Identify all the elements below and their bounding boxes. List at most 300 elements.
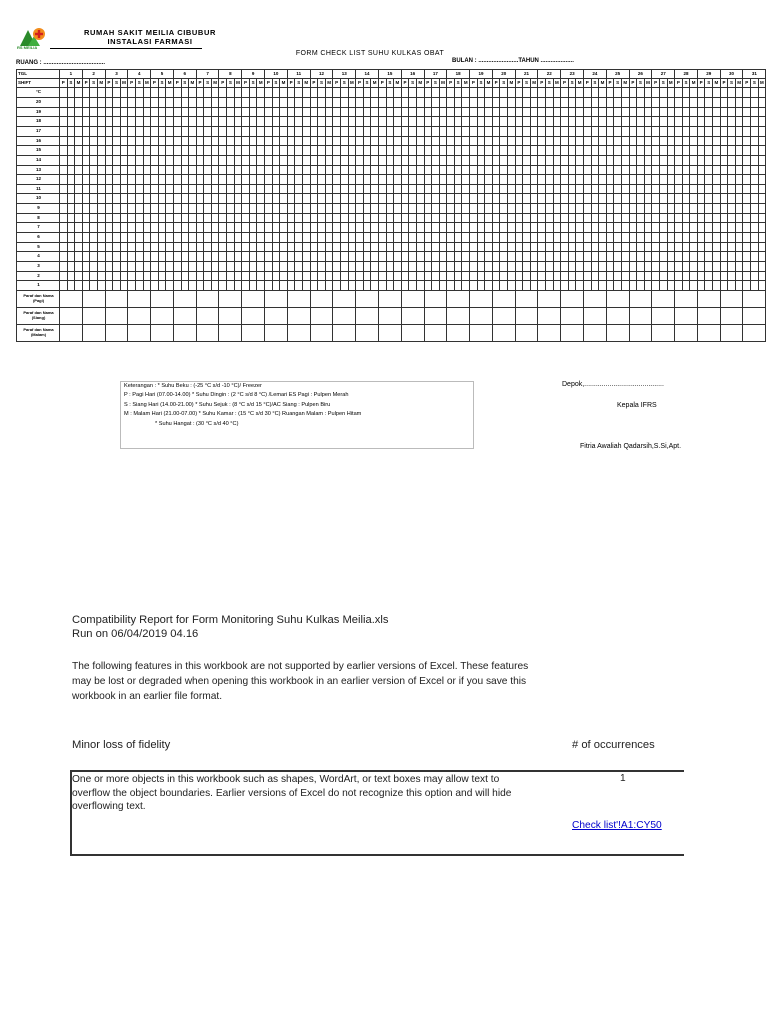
grid-cell (690, 136, 698, 146)
grid-cell (667, 165, 675, 175)
grid-cell (227, 146, 235, 156)
grid-cell (249, 213, 257, 223)
grid-cell (272, 281, 280, 291)
grid-cell (735, 242, 743, 252)
grid-cell (644, 146, 652, 156)
grid-cell (287, 242, 295, 252)
grid-cell (249, 184, 257, 194)
grid-cell (485, 223, 493, 233)
grid-cell (606, 194, 614, 204)
grid-cell (234, 117, 242, 127)
grid-cell (485, 88, 493, 98)
grid-cell (158, 223, 166, 233)
paraf-cell (720, 307, 743, 324)
grid-cell (272, 261, 280, 271)
grid-cell (697, 155, 705, 165)
grid-cell (432, 175, 440, 185)
grid-cell (758, 136, 766, 146)
grid-cell (371, 194, 379, 204)
grid-cell (189, 281, 197, 291)
grid-cell (234, 281, 242, 291)
grid-cell (553, 155, 561, 165)
grid-cell (151, 223, 159, 233)
grid-cell (158, 184, 166, 194)
grid-cell (211, 194, 219, 204)
shift-code: M (735, 79, 743, 88)
grid-cell (378, 223, 386, 233)
grid-cell (439, 271, 447, 281)
grid-cell (90, 252, 98, 262)
paraf-cell (697, 290, 720, 307)
grid-cell (363, 184, 371, 194)
grid-cell (310, 107, 318, 117)
grid-cell (227, 281, 235, 291)
grid-cell (485, 194, 493, 204)
grid-cell (606, 242, 614, 252)
day-header: 3 (105, 70, 128, 79)
grid-cell (492, 232, 500, 242)
grid-cell (204, 126, 212, 136)
grid-cell (576, 98, 584, 108)
header-underline (50, 48, 202, 49)
grid-cell (310, 204, 318, 214)
grid-cell (409, 155, 417, 165)
grid-cell (363, 242, 371, 252)
grid-cell (439, 98, 447, 108)
grid-cell (659, 98, 667, 108)
grid-cell (151, 213, 159, 223)
grid-cell (720, 136, 728, 146)
grid-cell (67, 146, 75, 156)
grid-cell (378, 213, 386, 223)
paraf-cell (492, 307, 515, 324)
grid-cell (591, 175, 599, 185)
grid-cell (477, 98, 485, 108)
grid-cell (120, 136, 128, 146)
grid-cell (67, 271, 75, 281)
grid-cell (568, 136, 576, 146)
grid-cell (386, 194, 394, 204)
grid-cell (242, 98, 250, 108)
grid-cell (333, 165, 341, 175)
grid-cell (629, 223, 637, 233)
grid-cell (295, 175, 303, 185)
temperature-label: 18 (17, 117, 60, 127)
grid-cell (333, 242, 341, 252)
grid-cell (310, 271, 318, 281)
grid-cell (128, 126, 136, 136)
shift-code: M (553, 79, 561, 88)
grid-cell (166, 252, 174, 262)
grid-cell (82, 194, 90, 204)
grid-cell (356, 107, 364, 117)
paraf-cell (173, 324, 196, 341)
grid-cell (432, 126, 440, 136)
paraf-cell (287, 307, 310, 324)
grid-cell (523, 146, 531, 156)
grid-cell (325, 126, 333, 136)
grid-cell (629, 281, 637, 291)
grid-cell (743, 204, 751, 214)
grid-cell (477, 204, 485, 214)
grid-cell (211, 271, 219, 281)
grid-cell (378, 146, 386, 156)
grid-cell (348, 117, 356, 127)
grid-cell (515, 213, 523, 223)
grid-cell (629, 88, 637, 98)
grid-cell (659, 223, 667, 233)
grid-cell (690, 88, 698, 98)
grid-cell (113, 204, 121, 214)
paraf-cell (105, 290, 128, 307)
grid-cell (135, 271, 143, 281)
grid-cell (758, 261, 766, 271)
keterangan-line: P : Pagi Hari (07.00-14.00) * Suhu Dingin : (2 °C s/d 8 °C) /Lemari ES Pagi : Pulpen Merah (124, 392, 349, 399)
shift-code: S (249, 79, 257, 88)
paraf-cell (697, 324, 720, 341)
grid-cell (682, 155, 690, 165)
grid-cell (295, 223, 303, 233)
grid-cell (454, 136, 462, 146)
grid-cell (508, 223, 516, 233)
grid-cell (204, 252, 212, 262)
grid-cell (181, 242, 189, 252)
grid-cell (523, 242, 531, 252)
grid-cell (173, 155, 181, 165)
grid-cell (553, 204, 561, 214)
grid-cell (599, 126, 607, 136)
grid-cell (166, 126, 174, 136)
grid-cell (538, 261, 546, 271)
grid-cell (523, 126, 531, 136)
grid-cell (158, 146, 166, 156)
grid-cell (60, 223, 68, 233)
grid-cell (378, 232, 386, 242)
grid-cell (621, 155, 629, 165)
grid-cell (303, 271, 311, 281)
grid-cell (621, 242, 629, 252)
grid-cell (728, 107, 736, 117)
grid-cell (287, 261, 295, 271)
grid-cell (97, 194, 105, 204)
grid-cell (561, 261, 569, 271)
grid-cell (386, 107, 394, 117)
grid-cell (82, 88, 90, 98)
grid-cell (614, 194, 622, 204)
grid-cell (234, 184, 242, 194)
grid-cell (196, 175, 204, 185)
temperature-label: 4 (17, 252, 60, 262)
shift-code: S (477, 79, 485, 88)
grid-cell (576, 107, 584, 117)
grid-cell (576, 281, 584, 291)
grid-cell (416, 88, 424, 98)
grid-cell (82, 146, 90, 156)
grid-cell (242, 261, 250, 271)
grid-cell (151, 184, 159, 194)
grid-cell (227, 213, 235, 223)
grid-cell (135, 126, 143, 136)
grid-cell (705, 242, 713, 252)
grid-cell (439, 165, 447, 175)
grid-cell (333, 252, 341, 262)
grid-cell (614, 204, 622, 214)
grid-cell (371, 126, 379, 136)
grid-cell (697, 107, 705, 117)
grid-cell (621, 232, 629, 242)
grid-cell (697, 252, 705, 262)
grid-cell (60, 261, 68, 271)
grid-cell (629, 194, 637, 204)
grid-cell (561, 136, 569, 146)
grid-cell (97, 223, 105, 233)
grid-cell (470, 107, 478, 117)
grid-cell (204, 107, 212, 117)
grid-cell (363, 213, 371, 223)
grid-cell (462, 184, 470, 194)
grid-cell (758, 117, 766, 127)
grid-cell (158, 117, 166, 127)
grid-cell (128, 194, 136, 204)
grid-cell (82, 252, 90, 262)
grid-cell (204, 261, 212, 271)
grid-cell (97, 165, 105, 175)
grid-cell (173, 194, 181, 204)
grid-cell (424, 107, 432, 117)
grid-cell (219, 281, 227, 291)
bulan-tahun-field: BULAN : ........................TAHUN .................... (452, 58, 574, 64)
grid-cell (743, 136, 751, 146)
paraf-cell (424, 324, 447, 341)
grid-cell (470, 98, 478, 108)
grid-cell (659, 184, 667, 194)
grid-cell (265, 184, 273, 194)
grid-cell (394, 165, 402, 175)
grid-cell (257, 126, 265, 136)
grid-cell (546, 271, 554, 281)
grid-cell (735, 213, 743, 223)
grid-cell (325, 204, 333, 214)
grid-cell (675, 107, 683, 117)
grid-cell (576, 126, 584, 136)
grid-cell (257, 242, 265, 252)
grid-cell (348, 155, 356, 165)
grid-cell (265, 107, 273, 117)
grid-cell (325, 184, 333, 194)
grid-cell (348, 107, 356, 117)
grid-cell (60, 88, 68, 98)
grid-cell (211, 232, 219, 242)
grid-cell (310, 88, 318, 98)
grid-cell (713, 194, 721, 204)
grid-cell (530, 165, 538, 175)
grid-cell (249, 155, 257, 165)
grid-cell (90, 175, 98, 185)
grid-cell (204, 271, 212, 281)
grid-cell (637, 165, 645, 175)
grid-cell (659, 165, 667, 175)
grid-cell (227, 261, 235, 271)
grid-cell (583, 252, 591, 262)
grid-cell (508, 126, 516, 136)
grid-cell (196, 252, 204, 262)
grid-cell (386, 165, 394, 175)
grid-cell (720, 175, 728, 185)
grid-cell (682, 232, 690, 242)
grid-cell (728, 184, 736, 194)
grid-cell (591, 271, 599, 281)
grid-cell (90, 223, 98, 233)
grid-cell (348, 194, 356, 204)
paraf-cell (356, 324, 379, 341)
grid-cell (470, 223, 478, 233)
grid-cell (75, 136, 83, 146)
grid-cell (265, 117, 273, 127)
grid-cell (356, 184, 364, 194)
shift-code: P (629, 79, 637, 88)
grid-cell (287, 204, 295, 214)
grid-cell (75, 232, 83, 242)
grid-cell (227, 252, 235, 262)
grid-cell (257, 232, 265, 242)
issue-location-link[interactable]: Check list'!A1:CY50 (572, 820, 662, 831)
grid-cell (196, 117, 204, 127)
grid-cell (143, 117, 151, 127)
grid-cell (249, 223, 257, 233)
grid-cell (265, 136, 273, 146)
grid-cell (287, 194, 295, 204)
grid-cell (227, 194, 235, 204)
grid-cell (690, 175, 698, 185)
grid-cell (530, 107, 538, 117)
grid-cell (583, 146, 591, 156)
grid-cell (743, 194, 751, 204)
grid-cell (576, 155, 584, 165)
grid-cell (173, 184, 181, 194)
grid-cell (735, 117, 743, 127)
grid-cell (591, 146, 599, 156)
grid-cell (287, 155, 295, 165)
grid-cell (492, 271, 500, 281)
grid-cell (652, 126, 660, 136)
grid-cell (409, 88, 417, 98)
paraf-cell (720, 324, 743, 341)
grid-cell (758, 204, 766, 214)
grid-cell (629, 204, 637, 214)
grid-cell (606, 261, 614, 271)
paraf-cell (356, 307, 379, 324)
grid-cell (318, 232, 326, 242)
grid-cell (113, 165, 121, 175)
temperature-label: 11 (17, 184, 60, 194)
grid-cell (196, 136, 204, 146)
grid-cell (728, 117, 736, 127)
grid-cell (151, 204, 159, 214)
grid-cell (743, 242, 751, 252)
grid-cell (751, 261, 759, 271)
grid-cell (234, 88, 242, 98)
grid-cell (325, 98, 333, 108)
grid-cell (591, 107, 599, 117)
grid-cell (60, 252, 68, 262)
grid-cell (568, 261, 576, 271)
day-header: 7 (196, 70, 219, 79)
grid-cell (470, 117, 478, 127)
grid-cell (538, 88, 546, 98)
grid-cell (621, 252, 629, 262)
grid-cell (386, 117, 394, 127)
grid-cell (591, 98, 599, 108)
grid-cell (401, 261, 409, 271)
grid-cell (720, 271, 728, 281)
grid-cell (606, 271, 614, 281)
grid-cell (318, 242, 326, 252)
grid-cell (690, 204, 698, 214)
grid-cell (151, 107, 159, 117)
grid-cell (538, 155, 546, 165)
grid-cell (242, 242, 250, 252)
shift-code: S (751, 79, 759, 88)
grid-cell (158, 213, 166, 223)
grid-cell (75, 204, 83, 214)
grid-cell (249, 136, 257, 146)
paraf-cell (401, 324, 424, 341)
grid-cell (158, 261, 166, 271)
grid-cell (728, 98, 736, 108)
grid-cell (227, 242, 235, 252)
grid-cell (303, 107, 311, 117)
grid-cell (546, 223, 554, 233)
grid-cell (325, 213, 333, 223)
grid-cell (500, 204, 508, 214)
grid-cell (500, 98, 508, 108)
grid-cell (576, 213, 584, 223)
grid-cell (508, 184, 516, 194)
grid-cell (530, 194, 538, 204)
grid-cell (75, 146, 83, 156)
grid-cell (682, 204, 690, 214)
grid-cell (97, 136, 105, 146)
grid-cell (576, 146, 584, 156)
grid-cell (303, 88, 311, 98)
grid-cell (265, 252, 273, 262)
grid-cell (576, 88, 584, 98)
grid-cell (249, 165, 257, 175)
grid-cell (675, 281, 683, 291)
grid-cell (751, 281, 759, 291)
grid-cell (105, 117, 113, 127)
grid-cell (60, 146, 68, 156)
grid-cell (189, 155, 197, 165)
grid-cell (272, 252, 280, 262)
grid-cell (211, 117, 219, 127)
paraf-cell (356, 290, 379, 307)
grid-cell (310, 117, 318, 127)
grid-cell (659, 175, 667, 185)
grid-cell (189, 88, 197, 98)
grid-cell (120, 194, 128, 204)
grid-cell (348, 242, 356, 252)
grid-cell (310, 213, 318, 223)
paraf-cell (652, 324, 675, 341)
grid-cell (485, 261, 493, 271)
grid-cell (219, 213, 227, 223)
grid-cell (310, 242, 318, 252)
grid-cell (196, 184, 204, 194)
grid-cell (728, 223, 736, 233)
grid-cell (644, 261, 652, 271)
grid-cell (82, 165, 90, 175)
